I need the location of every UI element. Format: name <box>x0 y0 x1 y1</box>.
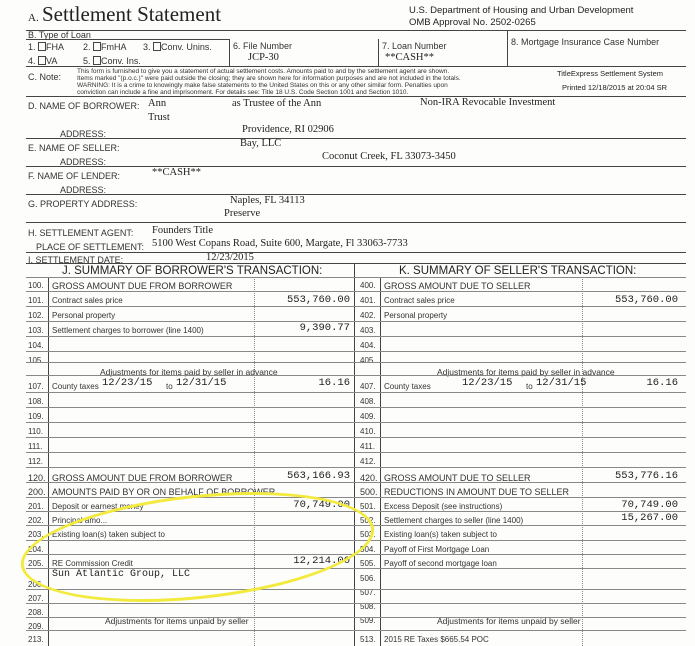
row-rule <box>26 437 686 438</box>
printed-stamp: Printed 12/18/2015 at 20:04 SR <box>562 83 668 92</box>
row-number: 403. <box>360 326 376 335</box>
row-rule <box>26 321 686 322</box>
row-rule <box>26 351 686 352</box>
seller-unpaid-adjustments-heading: Adjustments for items unpaid by seller <box>437 616 581 626</box>
row-number: 107. <box>28 382 44 391</box>
seller-address: Coconut Creek, FL 33073-3450 <box>322 151 456 162</box>
row-number: 404. <box>360 341 376 350</box>
row-rule <box>26 375 686 376</box>
contract-price-amount: 553,760.00 <box>286 294 350 306</box>
loan-type-fmha[interactable]: 2. FmHA <box>83 42 127 52</box>
row-rule <box>26 603 686 604</box>
seller-county-taxes-amount: 16.16 <box>646 377 678 389</box>
conv-ins-checkbox[interactable] <box>93 56 101 65</box>
deposit-amount: 70,749.00 <box>293 499 350 511</box>
seller-summary-heading: K. SUMMARY OF SELLER'S TRANSACTION: <box>399 265 637 277</box>
place-of-settlement-label: PLACE OF SETTLEMENT: <box>36 242 145 252</box>
seller-county-taxes-to: 12/31/15 <box>536 377 587 389</box>
note-line-1: This form is furnished to give you a statement of actual settlement costs. Amounts paid to and by the settlement agent are shown. <box>77 68 450 75</box>
gross-due-label: GROSS AMOUNT DUE FROM BORROWER <box>52 281 233 291</box>
borrower-trust-name: Non-IRA Revocable Investment <box>420 97 556 108</box>
principal-amount-label: Principal amo... <box>52 516 108 525</box>
row-number: 200. <box>28 487 46 497</box>
borrower-address: Providence, RI 02906 <box>242 124 334 135</box>
borrower-name-label: D. NAME OF BORROWER: <box>28 101 140 111</box>
row-rule <box>26 482 686 483</box>
settlement-date: 12/23/2015 <box>206 252 254 263</box>
row-number: 112. <box>28 457 43 466</box>
row-number: 108. <box>28 397 44 406</box>
row-number: 408. <box>360 397 376 406</box>
row-number: 504. <box>360 545 376 554</box>
row-number: 412. <box>360 457 376 466</box>
row-number: 401. <box>360 296 376 305</box>
commission-credit-amount: 12,214.00 <box>293 555 350 567</box>
row-number: 503. <box>360 530 376 539</box>
property-address-line-2: Preserve <box>224 208 261 219</box>
unpaid-adjustments-heading: Adjustments for items unpaid by seller <box>105 616 249 626</box>
personal-property-label: Personal property <box>52 311 116 320</box>
reductions-label: REDUCTIONS IN AMOUNT DUE TO SELLER <box>384 487 570 497</box>
row-number: 505. <box>360 559 376 568</box>
seller-existing-loans-label: Existing loan(s) taken subject to <box>384 530 497 539</box>
seller-adjustments-heading: Adjustments for items paid by seller in advance <box>437 367 615 377</box>
note-label: C. Note: <box>28 72 62 82</box>
county-taxes-label: County taxes <box>52 382 99 391</box>
note-line-3: WARNING: It is a crime to knowingly make false statements to the United States on this or any other similar form. Penalties upon <box>77 82 448 89</box>
file-number-label: 6. File Number <box>233 41 293 51</box>
va-checkbox[interactable] <box>38 56 46 65</box>
borrower-summary-heading: J. SUMMARY OF BORROWER'S TRANSACTION: <box>62 265 323 277</box>
row-number: 509. <box>360 616 376 625</box>
county-taxes-amount: 16.16 <box>318 377 350 389</box>
row-number: 209. <box>28 622 44 631</box>
row-number: 201. <box>28 502 44 511</box>
excess-deposit-label: Excess Deposit (see instructions) <box>384 502 503 511</box>
row-number: 105. <box>28 356 44 365</box>
county-taxes-from: 12/23/15 <box>102 377 153 389</box>
form-letter: A. <box>28 12 39 24</box>
row-number: 500. <box>360 487 378 497</box>
commission-credit-label: RE Commission Credit <box>52 559 133 568</box>
gross-due-seller-total-label: GROSS AMOUNT DUE TO SELLER <box>384 473 531 483</box>
seller-name-label: E. NAME OF SELLER: <box>28 143 120 153</box>
loan-type-va[interactable]: 4. VA <box>28 56 58 66</box>
re-taxes-poc-label: 2015 RE Taxes $665.54 POC <box>384 635 489 644</box>
commission-credit-payee: Sun Atlantic Group, LLC <box>52 569 191 580</box>
settlement-charges-label: Settlement charges to borrower (line 1400) <box>52 326 204 335</box>
row-rule <box>26 497 686 498</box>
row-rule <box>26 392 686 393</box>
conv-unins-checkbox[interactable] <box>153 42 161 51</box>
seller-county-taxes-from: 12/23/15 <box>462 377 513 389</box>
adjustments-heading: Adjustments for items paid by seller in advance <box>100 367 278 377</box>
borrower-trust: Trust <box>148 112 170 123</box>
property-address-label: G. PROPERTY ADDRESS: <box>28 199 138 209</box>
seller-county-taxes-label: County taxes <box>384 382 431 391</box>
file-number: JCP-30 <box>248 52 279 63</box>
seller-address-label: ADDRESS: <box>60 157 107 167</box>
payoff-second-mortgage-label: Payoff of second mortgage loan <box>384 559 497 568</box>
settlement-agent: Founders Title <box>152 225 213 236</box>
row-number: 502. <box>360 516 376 525</box>
seller-settlement-charges-amount: 15,267.00 <box>621 512 678 524</box>
seller-contract-price-label: Contract sales price <box>384 296 455 305</box>
row-rule <box>26 277 686 278</box>
row-number: 407. <box>360 382 376 391</box>
mortgage-case-label: 8. Mortgage Insurance Case Number <box>511 37 660 47</box>
row-number: 109. <box>28 412 44 421</box>
row-number: 104. <box>28 341 44 350</box>
row-number: 207. <box>28 594 44 603</box>
row-rule <box>26 630 686 631</box>
row-number: 202. <box>28 516 44 525</box>
row-rule <box>26 362 686 363</box>
date-range-to: to <box>526 382 533 391</box>
date-range-to: to <box>166 382 173 391</box>
row-number: 120. <box>28 473 46 483</box>
property-address-line-1: Naples, FL 34113 <box>230 195 305 206</box>
lender-address-label: ADDRESS: <box>60 185 107 195</box>
loan-type-fha[interactable]: 1. FHA <box>28 42 65 52</box>
row-number: 400. <box>360 281 376 290</box>
row-number: 111. <box>28 442 43 451</box>
loan-number: **CASH** <box>385 52 435 63</box>
row-number: 506. <box>360 574 376 583</box>
seller-settlement-charges-label: Settlement charges to seller (line 1400) <box>384 516 524 525</box>
row-number: 402. <box>360 311 376 320</box>
row-rule <box>26 467 686 468</box>
system-name: TitleExpress Settlement System <box>557 69 664 78</box>
row-number: 411. <box>360 442 375 451</box>
row-number: 507. <box>360 588 376 597</box>
row-number: 501. <box>360 502 376 511</box>
existing-loans-label: Existing loan(s) taken subject to <box>52 530 165 539</box>
borrower-trustee: as Trustee of the Ann <box>232 98 322 109</box>
settlement-agent-label: H. SETTLEMENT AGENT: <box>28 228 134 238</box>
row-number: 100. <box>28 281 44 290</box>
row-number: 205. <box>28 559 44 568</box>
contract-price-label: Contract sales price <box>52 296 123 305</box>
county-taxes-to: 12/31/15 <box>176 377 227 389</box>
row-number: 203. <box>28 530 44 539</box>
row-number: 110. <box>28 427 43 436</box>
loan-number-label: 7. Loan Number <box>382 41 447 51</box>
row-number: 420. <box>360 473 378 483</box>
amounts-paid-label: AMOUNTS PAID BY OR ON BEHALF OF BORROWER <box>52 487 276 497</box>
department-name: U.S. Department of Housing and Urban Development <box>409 5 634 16</box>
row-number: 102. <box>28 311 44 320</box>
row-number: 206. <box>28 580 44 589</box>
settlement-date-label: I. SETTLEMENT DATE: <box>28 255 124 265</box>
row-rule <box>26 291 686 292</box>
row-number: 101. <box>28 296 44 305</box>
row-number: 103. <box>28 326 44 335</box>
row-rule <box>26 617 686 618</box>
note-line-4: conviction can include a fine and imprisonment. For details see: Title 18 U.S. Code Section 1001 and Section 1010. <box>77 89 409 96</box>
lender-name-label: F. NAME OF LENDER: <box>28 171 121 181</box>
form-title: Settlement Statement <box>42 2 222 26</box>
row-rule <box>26 336 686 337</box>
loan-type-conv-ins[interactable]: 5. Conv. Ins. <box>83 56 141 66</box>
lender-name: **CASH** <box>152 167 202 178</box>
row-number: 204. <box>28 545 44 554</box>
deposit-label: Deposit or earnest money <box>52 502 144 511</box>
row-number: 208. <box>28 608 44 617</box>
place-of-settlement: 5100 West Copans Road, Suite 600, Margate, Fl 33063-7733 <box>152 238 408 249</box>
note-line-2: Items marked "(p.o.c.)" were paid outside the closing; they are shown here for information purposes and are not included in the totals. <box>77 75 461 82</box>
row-number: 405. <box>360 356 376 365</box>
gross-due-total-amount: 563,166.93 <box>286 470 350 482</box>
gross-due-total-label: GROSS AMOUNT DUE FROM BORROWER <box>52 473 233 483</box>
row-rule <box>26 422 686 423</box>
loan-type-conv-unins[interactable]: 3. Conv. Unins. <box>143 42 212 52</box>
row-number: 409. <box>360 412 376 421</box>
row-number: 213. <box>28 635 44 644</box>
row-rule <box>26 452 686 453</box>
seller-contract-price-amount: 553,760.00 <box>614 294 678 306</box>
excess-deposit-amount: 70,749.00 <box>621 499 678 511</box>
seller-name: Bay, LLC <box>240 138 282 149</box>
borrower-address-label: ADDRESS: <box>60 129 107 139</box>
row-number: 513. <box>360 635 376 644</box>
row-rule <box>26 407 686 408</box>
payoff-first-mortgage-label: Payoff of First Mortgage Loan <box>384 545 490 554</box>
seller-personal-property-label: Personal property <box>384 311 448 320</box>
row-number: 410. <box>360 427 376 436</box>
fha-checkbox[interactable] <box>38 42 46 51</box>
gross-due-seller-total-amount: 553,776.16 <box>614 470 678 482</box>
borrower-name: Ann <box>148 98 167 109</box>
gross-due-seller-label: GROSS AMOUNT DUE TO SELLER <box>384 281 531 291</box>
settlement-charges-amount: 9,390.77 <box>299 322 350 334</box>
loan-type-label: B. Type of Loan <box>28 30 91 40</box>
row-number: 508. <box>360 602 376 611</box>
fmha-checkbox[interactable] <box>93 42 101 51</box>
omb-approval: OMB Approval No. 2502-0265 <box>409 17 536 28</box>
row-rule <box>26 306 686 307</box>
